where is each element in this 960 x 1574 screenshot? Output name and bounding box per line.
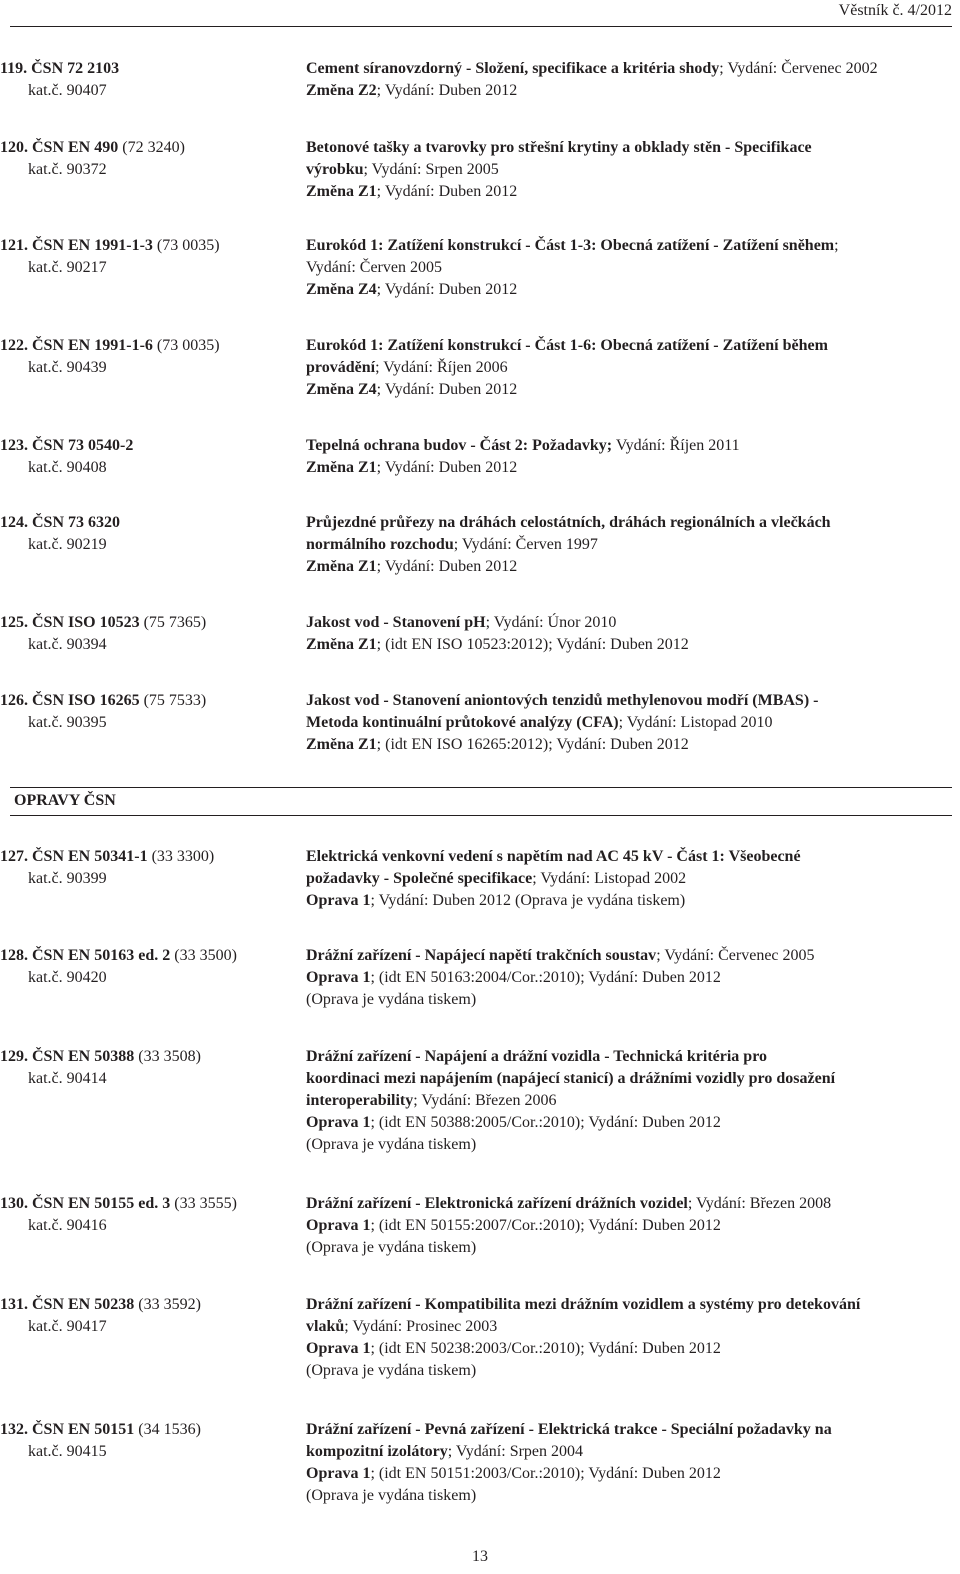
detail-text: (Oprava je vydána tiskem) [306,1487,477,1504]
description-line [306,1338,946,1360]
catalog-number: kat.č. 90415 [28,1443,107,1460]
detail-text: ; Vydání: Duben 2012 [376,381,518,398]
classification-number: (75 7533) [143,692,207,709]
entry-number: 130. [0,1195,28,1212]
description-line [306,1463,946,1485]
standard-code: ČSN EN 50388 [32,1048,135,1065]
detail-text: ; (idt EN ISO 16265:2012); Vydání: Duben 2012 [376,736,689,753]
standard-code: ČSN EN 1991-1-3 [32,237,153,254]
standard-description [306,945,946,1011]
detail-text: ; Vydání: Listopad 2002 [532,870,687,887]
description-line [306,1046,946,1068]
catalog-number: kat.č. 90219 [28,536,107,553]
title-text: vlaků [306,1318,345,1335]
description-line [306,612,946,634]
standard-code: ČSN 73 0540-2 [32,437,134,454]
standard-designation [0,335,300,379]
title-text: Metoda kontinuální průtokové analýzy (CFA) [306,714,619,731]
standard-designation [0,1419,300,1463]
title-text: Změna Z1 [306,183,377,200]
standard-code: ČSN EN 50163 ed. 2 [32,947,171,964]
detail-text: ; (idt EN 50155:2007/Cor.:2010); Vydání: Duben 2012 [370,1217,721,1234]
standard-designation [0,435,300,479]
detail-text: ; Vydání: Březen 2006 [413,1092,557,1109]
description-line [306,868,946,890]
description-line [306,967,946,989]
standard-number-line [0,690,300,712]
standard-number-line [0,137,300,159]
title-text: Oprava 1 [306,969,371,986]
standard-description [306,846,946,912]
standard-designation [0,58,300,102]
catalog-number: kat.č. 90408 [28,459,107,476]
standard-code: ČSN ISO 10523 [32,614,140,631]
standard-code: ČSN EN 1991-1-6 [32,337,153,354]
description-line [306,457,946,479]
standard-code: ČSN EN 50238 [32,1296,135,1313]
catalog-number: kat.č. 90417 [28,1318,107,1335]
title-text: Změna Z1 [306,558,377,575]
entry-number: 127. [0,848,28,865]
standard-description [306,612,946,656]
detail-text: ; (idt EN 50238:2003/Cor.:2010); Vydání: Duben 2012 [370,1340,721,1357]
standard-number-line [0,1294,300,1316]
description-line [306,235,946,257]
standard-number-line [0,1193,300,1215]
description-line [306,1360,946,1382]
standard-designation [0,512,300,556]
standard-code: ČSN EN 50155 ed. 3 [32,1195,171,1212]
standard-designation [0,235,300,279]
description-line [306,945,946,967]
title-text: Drážní zařízení - Napájecí napětí trakčních soustav [306,947,657,964]
description-line [306,846,946,868]
standard-number-line [0,612,300,634]
title-text: Eurokód 1: Zatížení konstrukcí - Část 1-3: Obecná zatížení - Zatížení sněhem [306,237,835,254]
description-line [306,1441,946,1463]
title-text: Změna Z1 [306,636,377,653]
standard-description [306,1046,946,1156]
detail-text: ; Vydání: Červenec 2002 [719,60,878,77]
catalog-number: kat.č. 90394 [28,636,107,653]
standard-description [306,1193,946,1259]
standard-code: ČSN EN 50151 [32,1421,135,1438]
detail-text: ; Vydání: Duben 2012 [376,82,518,99]
detail-text: ; (idt EN 50151:2003/Cor.:2010); Vydání: Duben 2012 [370,1465,721,1482]
classification-number: (33 3592) [138,1296,201,1313]
detail-text: ; Vydání: Duben 2012 [376,558,518,575]
catalog-number: kat.č. 90414 [28,1070,107,1087]
description-line [306,512,946,534]
description-line [306,734,946,756]
standard-designation [0,1046,300,1090]
detail-text: ; (idt EN ISO 10523:2012); Vydání: Duben 2012 [376,636,689,653]
detail-text: ; Vydání: Prosinec 2003 [344,1318,498,1335]
description-line [306,181,946,203]
standard-number-line [0,235,300,257]
title-text: Eurokód 1: Zatížení konstrukcí - Část 1-6: Obecná zatížení - Zatížení během [306,337,828,354]
standard-designation [0,945,300,989]
title-text: Drážní zařízení - Kompatibilita mezi drážním vozidlem a systémy pro detekování [306,1296,861,1313]
standard-description [306,137,946,203]
standard-description [306,235,946,301]
classification-number: (33 3500) [174,947,237,964]
journal-header: Věstník č. 4/2012 [838,2,952,19]
standard-description [306,335,946,401]
entry-number: 125. [0,614,28,631]
description-line [306,1193,946,1215]
title-text: koordinaci mezi napájením (napájecí stanicí) a drážními vozidly pro dosažení [306,1070,836,1087]
description-line [306,58,946,80]
detail-text: Vydání: Říjen 2011 [612,437,740,454]
detail-text: ; (idt EN 50163:2004/Cor.:2010); Vydání: Duben 2012 [370,969,721,986]
detail-text: (Oprava je vydána tiskem) [306,1136,477,1153]
classification-number: (72 3240) [122,139,185,156]
classification-number: (73 0035) [156,237,220,254]
description-line [306,890,946,912]
description-line [306,712,946,734]
detail-text: ; Vydání: Červenec 2005 [656,947,815,964]
standard-number-line [0,512,300,534]
entry-number: 131. [0,1296,28,1313]
standard-code: ČSN ISO 16265 [32,692,140,709]
title-text: Oprava 1 [306,1217,371,1234]
description-line [306,357,946,379]
description-line [306,335,946,357]
title-text: Změna Z4 [306,381,377,398]
title-text: Oprava 1 [306,1340,371,1357]
standard-description [306,1294,946,1382]
description-line [306,80,946,102]
title-text: Změna Z2 [306,82,377,99]
standard-code: ČSN EN 490 [32,139,119,156]
standard-designation [0,137,300,181]
description-line [306,159,946,181]
entry-number: 128. [0,947,28,964]
catalog-number: kat.č. 90217 [28,259,107,276]
title-text: Průjezdné průřezy na dráhách celostátních, dráhách regionálních a vlečkách [306,514,831,531]
title-text: Cement síranovzdorný - Složení, specifikace a kritéria shody [306,60,720,77]
title-text: Změna Z4 [306,281,377,298]
description-line [306,1112,946,1134]
detail-text: ; Vydání: Říjen 2006 [375,359,508,376]
title-text: výrobku [306,161,364,178]
title-text: provádění [306,359,376,376]
standard-designation [0,612,300,656]
title-text: Jakost vod - Stanovení aniontových tenzidů methylenovou modří (MBAS) - [306,692,819,709]
detail-text: ; Vydání: Duben 2012 [376,459,518,476]
catalog-number: kat.č. 90395 [28,714,107,731]
title-text: Jakost vod - Stanovení pH [306,614,486,631]
description-line [306,1237,946,1259]
detail-text: ; Vydání: Únor 2010 [485,614,617,631]
description-line [306,379,946,401]
entry-number: 123. [0,437,28,454]
entry-number: 121. [0,237,28,254]
standard-number-line [0,435,300,457]
catalog-number: kat.č. 90416 [28,1217,107,1234]
detail-text: ; Vydání: Březen 2008 [687,1195,832,1212]
standard-description [306,512,946,578]
classification-number: (34 1536) [138,1421,201,1438]
standard-description [306,1419,946,1507]
description-line [306,1294,946,1316]
standard-number-line [0,945,300,967]
description-line [306,634,946,656]
catalog-number: kat.č. 90420 [28,969,107,986]
detail-text: ; Vydání: Srpen 2004 [447,1443,584,1460]
description-line [306,137,946,159]
description-line [306,1316,946,1338]
entry-number: 120. [0,139,28,156]
standard-number-line [0,1046,300,1068]
classification-number: (73 0035) [156,337,220,354]
title-text: Změna Z1 [306,459,377,476]
standard-code: ČSN EN 50341-1 [32,848,148,865]
entry-number: 119. [0,60,28,77]
detail-text: (Oprava je vydána tiskem) [306,1239,477,1256]
standard-designation [0,1294,300,1338]
title-text: Elektrická venkovní vedení s napětím nad AC 45 kV - Část 1: Všeobecné [306,848,801,865]
description-line [306,1090,946,1112]
standard-number-line [0,58,300,80]
standard-description [306,58,946,102]
standard-description [306,690,946,756]
classification-number: (33 3508) [138,1048,201,1065]
title-text: Změna Z1 [306,736,377,753]
standard-code: ČSN 73 6320 [32,514,121,531]
classification-number: (75 7365) [143,614,207,631]
title-text: Drážní zařízení - Elektronická zařízení drážních vozidel [306,1195,688,1212]
description-line [306,257,946,279]
description-line [306,690,946,712]
catalog-number: kat.č. 90439 [28,359,107,376]
section-title: OPRAVY ČSN [10,788,952,816]
title-text: Betonové tašky a tvarovky pro střešní krytiny a obklady stěn - Specifikace [306,139,812,156]
classification-number: (33 3555) [174,1195,237,1212]
entry-number: 129. [0,1048,28,1065]
title-text: Oprava 1 [306,892,371,909]
entry-number: 122. [0,337,28,354]
standard-designation [0,846,300,890]
detail-text: ; Vydání: Duben 2012 [376,281,518,298]
detail-text: ; (idt EN 50388:2005/Cor.:2010); Vydání: Duben 2012 [370,1114,721,1131]
header-rule [10,26,952,27]
detail-text: ; Vydání: Duben 2012 [376,183,518,200]
standard-number-line [0,335,300,357]
page-number: 13 [472,1548,488,1565]
detail-text: ; [834,237,839,254]
description-line [306,556,946,578]
detail-text: ; Vydání: Listopad 2010 [618,714,773,731]
title-text: Oprava 1 [306,1465,371,1482]
description-line [306,279,946,301]
standard-description [306,435,946,479]
catalog-number: kat.č. 90407 [28,82,107,99]
description-line [306,1068,946,1090]
description-line [306,1134,946,1156]
title-text: Drážní zařízení - Pevná zařízení - Elektrická trakce - Speciální požadavky na [306,1421,832,1438]
title-text: Tepelná ochrana budov - Část 2: Požadavky; [306,437,613,454]
detail-text: ; Vydání: Duben 2012 (Oprava je vydána tiskem) [370,892,686,909]
title-text: Drážní zařízení - Napájení a drážní vozidla - Technická kritéria pro [306,1048,768,1065]
title-text: normálního rozchodu [306,536,454,553]
catalog-number: kat.č. 90399 [28,870,107,887]
description-line [306,989,946,1011]
standard-code: ČSN 72 2103 [31,60,120,77]
standard-designation [0,690,300,734]
description-line [306,534,946,556]
entry-number: 132. [0,1421,28,1438]
catalog-number: kat.č. 90372 [28,161,107,178]
detail-text: (Oprava je vydána tiskem) [306,1362,477,1379]
entry-number: 126. [0,692,28,709]
detail-text: ; Vydání: Červen 1997 [453,536,598,553]
classification-number: (33 3300) [151,848,215,865]
detail-text: ; Vydání: Srpen 2005 [363,161,499,178]
detail-text: Vydání: Červen 2005 [306,259,442,276]
standard-designation [0,1193,300,1237]
title-text: požadavky - Společné specifikace [306,870,533,887]
detail-text: (Oprava je vydána tiskem) [306,991,477,1008]
title-text: kompozitní izolátory [306,1443,448,1460]
description-line [306,1485,946,1507]
standard-number-line [0,1419,300,1441]
standard-number-line [0,846,300,868]
title-text: interoperability [306,1092,414,1109]
description-line [306,1419,946,1441]
title-text: Oprava 1 [306,1114,371,1131]
description-line [306,435,946,457]
description-line [306,1215,946,1237]
entry-number: 124. [0,514,28,531]
